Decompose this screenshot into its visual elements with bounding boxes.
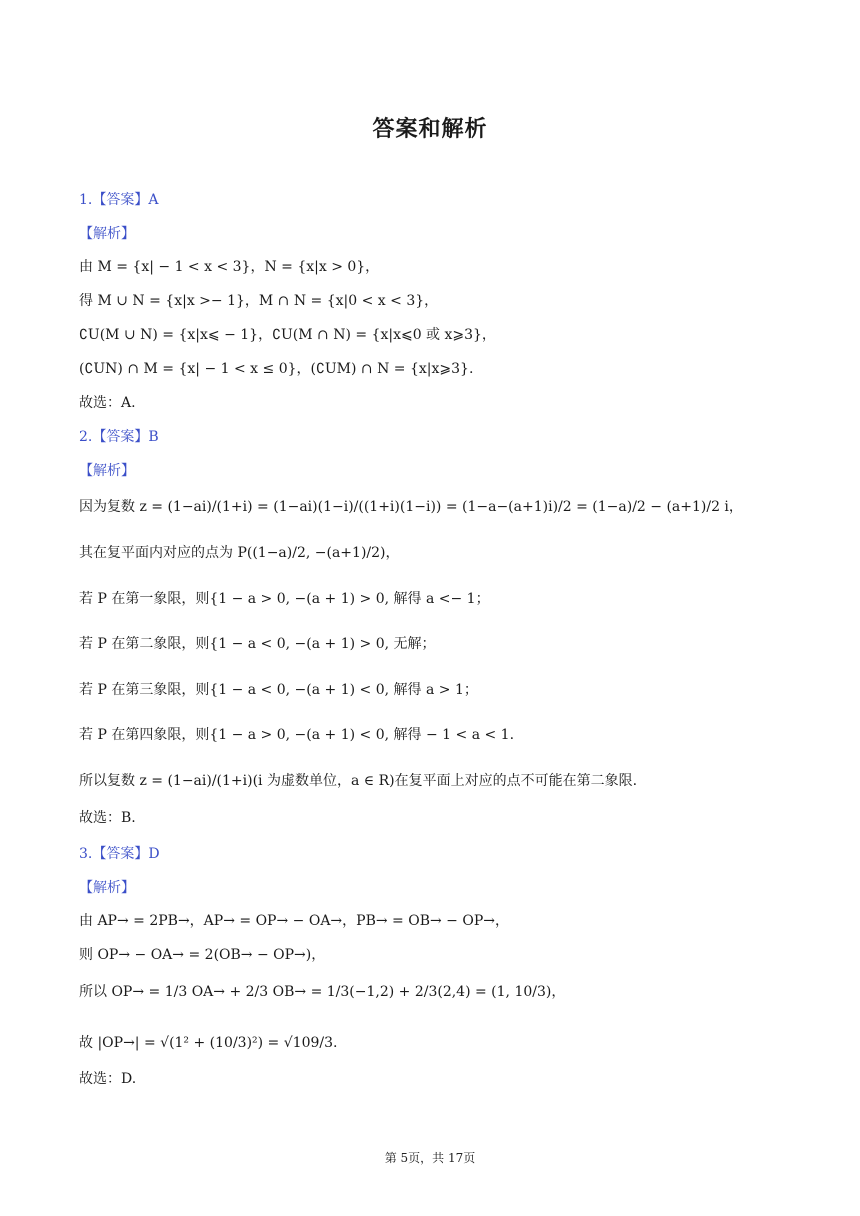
text-line: 所以复数 z = (1−ai)/(1+i)(i 为虚数单位，a ∈ R)在复平面上对应的点不可能在第二象限. bbox=[79, 773, 638, 789]
text-line: 若 P 在第二象限，则{1 − a < 0, −(a + 1) > 0, 无解； bbox=[79, 636, 436, 652]
text-line: 【解析】 bbox=[79, 463, 135, 479]
text-line: 则 OP→ − OA→ = 2(OB→ − OP→)， bbox=[79, 947, 326, 963]
text-line: 2.【答案】B bbox=[79, 429, 159, 445]
text-line: 若 P 在第三象限，则{1 − a < 0, −(a + 1) < 0, 解得 a > 1； bbox=[79, 682, 478, 698]
text-line: 所以 OP→ = 1/3 OA→ + 2/3 OB→ = 1/3(−1,2) + 2/3(2,4) = (1, 10/3)， bbox=[79, 984, 566, 1000]
text-line: 其在复平面内对应的点为 P((1−a)/2, −(a+1)/2)， bbox=[79, 545, 400, 561]
text-line: 【解析】 bbox=[79, 226, 135, 242]
text-line: 【解析】 bbox=[79, 880, 135, 896]
text-line: (∁UN) ∩ M = {x| − 1 < x ≤ 0}，(∁UM) ∩ N = {x|x⩾3}. bbox=[79, 361, 474, 377]
text-line: 得 M ∪ N = {x|x >− 1}，M ∩ N = {x|0 < x < 3}， bbox=[79, 293, 439, 309]
text-line: 若 P 在第四象限，则{1 − a > 0, −(a + 1) < 0, 解得 − 1 < a < 1. bbox=[79, 727, 515, 743]
text-line: 3.【答案】D bbox=[79, 846, 160, 862]
text-line: ∁U(M ∪ N) = {x|x⩽ − 1}，∁U(M ∩ N) = {x|x⩽0 或 x⩾3}， bbox=[79, 327, 496, 343]
text-line: 故选：B. bbox=[79, 810, 136, 826]
text-line: 若 P 在第一象限，则{1 − a > 0, −(a + 1) > 0, 解得 a <− 1； bbox=[79, 591, 490, 607]
page-footer: 第 5页，共 17页 bbox=[384, 1151, 476, 1165]
page-title: 答案和解析 bbox=[372, 117, 488, 142]
text-line: 由 M = {x| − 1 < x < 3}，N = {x|x > 0}， bbox=[79, 259, 380, 275]
text-line: 故选：D. bbox=[79, 1071, 137, 1087]
text-line: 1.【答案】A bbox=[79, 192, 159, 208]
text-line: 故选：A. bbox=[79, 395, 136, 411]
text-line: 因为复数 z = (1−ai)/(1+i) = (1−ai)(1−i)/((1+i)(1−i)) = (1−a−(a+1)i)/2 = (1−a)/2 − (a+1)/2 i， bbox=[79, 499, 743, 515]
text-line: 故 |OP→| = √(1² + (10/3)²) = √109/3. bbox=[79, 1035, 338, 1051]
text-line: 由 AP→ = 2PB→，AP→ = OP→ − OA→，PB→ = OB→ − OP→， bbox=[79, 913, 509, 929]
